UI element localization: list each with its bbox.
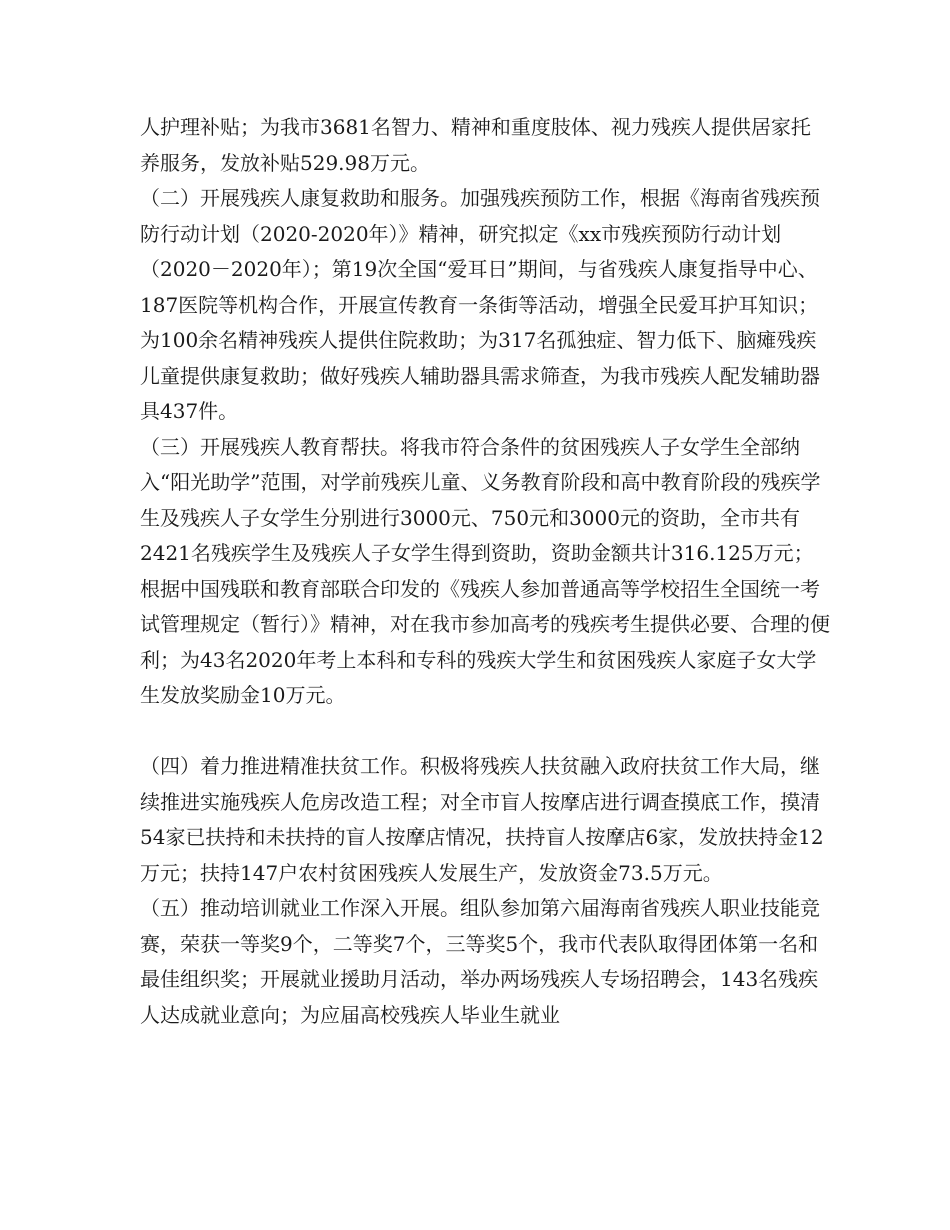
document-body — [140, 110, 830, 1033]
paragraph-care-subsidy: 人护理补贴；为我市3681名智力、精神和重度肢体、视力残疾人提供居家托养服务，发放补贴529.98万元。 — [140, 115, 811, 175]
paragraph-spacer — [140, 714, 830, 750]
paragraph-rehabilitation: （二）开展残疾人康复救助和服务。加强残疾预防工作，根据《海南省残疾预防行动计划（2020-2020年）》精神，研究拟定《xx市残疾预防行动计划（2020－2020年）；第19次全国“爱耳日”期间，与省残疾人康复指导中心、187医院等机构合作，开展宣传教育一条街等活动，增强全民爱耳护耳知识；为100余名精神残疾人提供住院救助；为317名孤独症、智力低下、脑瘫残疾儿童提供康复救助；做好残疾人辅助器具需求筛查，为我市残疾人配发辅助器具437件。 — [140, 186, 820, 423]
paragraph-education: （三）开展残疾人教育帮扶。将我市符合条件的贫困残疾人子女学生全部纳入“阳光助学”范围，对学前残疾儿童、义务教育阶段和高中教育阶段的残疾学生及残疾人子女学生分别进行3000元、750元和3000元的资助，全市共有2421名残疾学生及残疾人子女学生得到资助，资助金额共计316.125万元；根据中国残联和教育部联合印发的《残疾人参加普通高等学校招生全国统一考试管理规定（暂行）》精神，对在我市参加高考的残疾考生提供必要、合理的便利；为43名2020年考上本科和专科的残疾大学生和贫困残疾人家庭子女大学生发放奖励金10万元。 — [140, 434, 830, 707]
paragraph-poverty-alleviation: （四）着力推进精准扶贫工作。积极将残疾人扶贫融入政府扶贫工作大局，继续推进实施残疾人危房改造工程；对全市盲人按摩店进行调查摸底工作，摸清54家已扶持和未扶持的盲人按摩店情况，扶持盲人按摩店6家，发放扶持金12万元；扶持147户农村贫困残疾人发展生产，发放资金73.5万元。 — [140, 754, 824, 885]
paragraph-employment: （五）推动培训就业工作深入开展。组队参加第六届海南省残疾人职业技能竞赛，荣获一等奖9个，二等奖7个，三等奖5个，我市代表队取得团体第一名和最佳组织奖；开展就业援助月活动，举办两场残疾人专场招聘会，143名残疾人达成就业意向；为应届高校残疾人毕业生就业 — [140, 896, 820, 1027]
